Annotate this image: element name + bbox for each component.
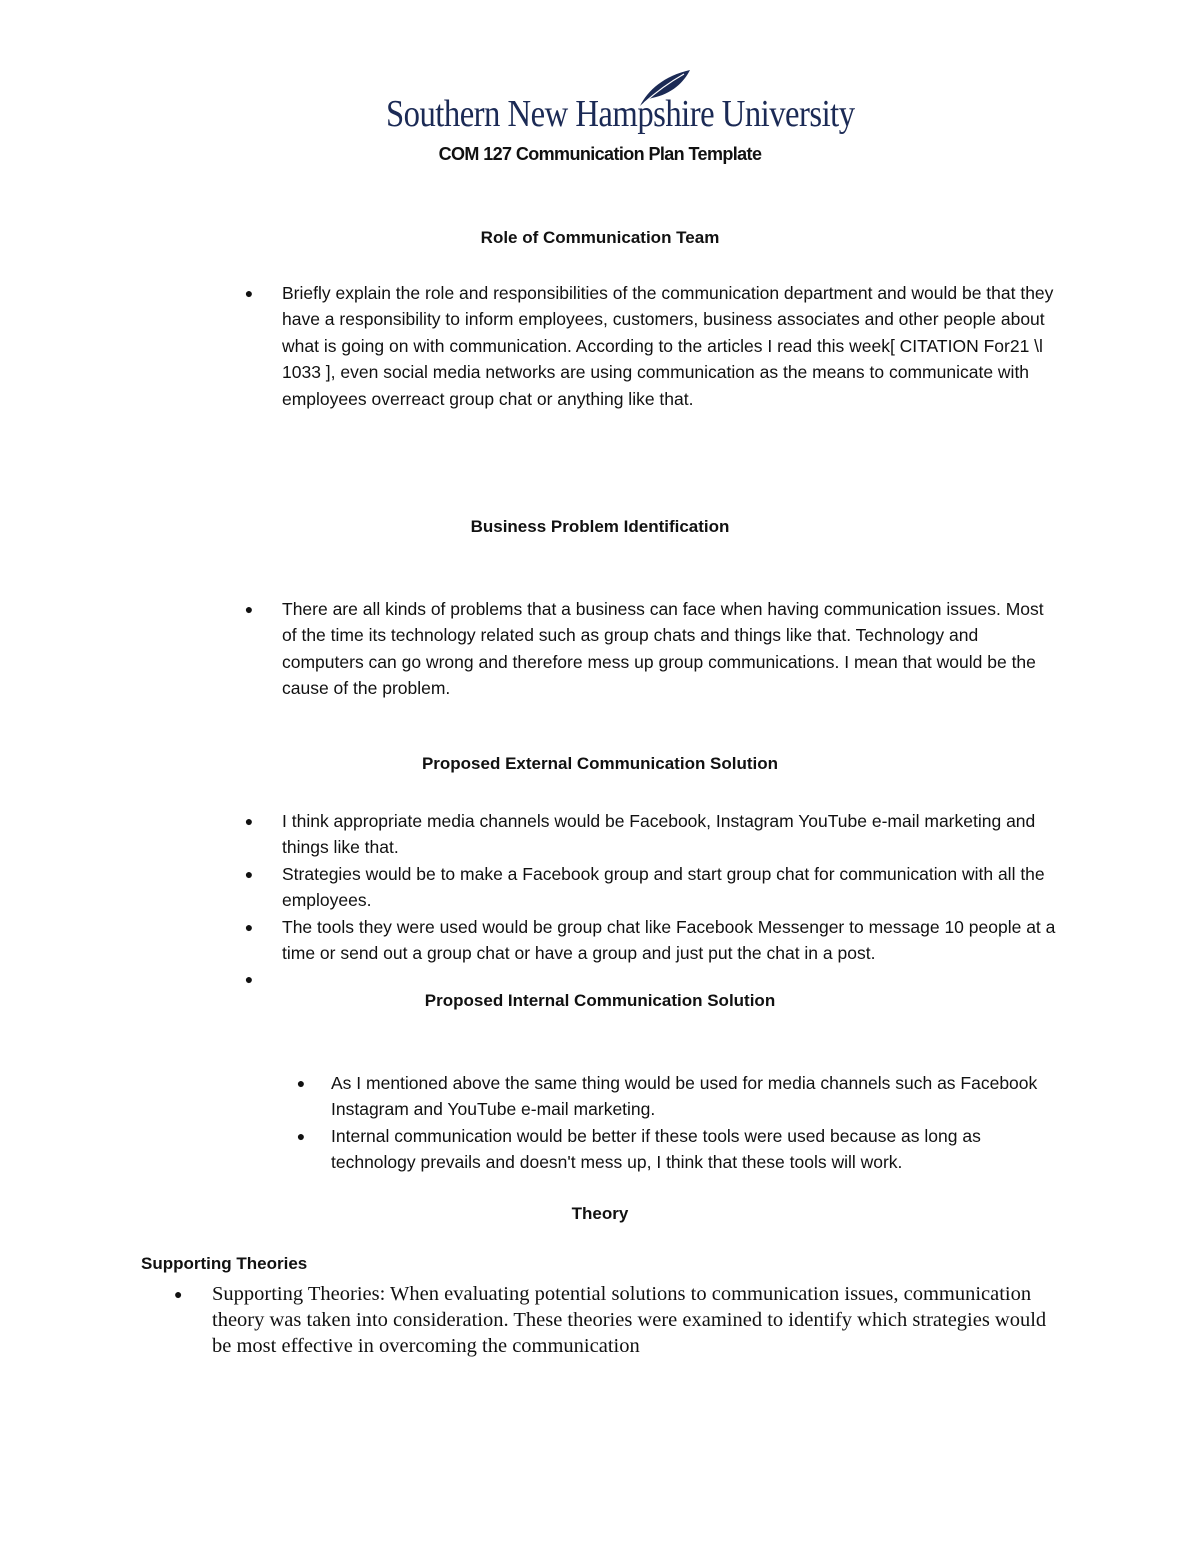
bullet-icon: ● bbox=[244, 918, 254, 935]
heading-external: Proposed External Communication Solution bbox=[421, 754, 779, 773]
list-item bbox=[244, 966, 1070, 986]
heading-theory: Theory bbox=[571, 1204, 629, 1223]
subheading-supporting-theories: Supporting Theories bbox=[141, 1254, 308, 1273]
heading-internal: Proposed Internal Communication Solution bbox=[424, 991, 776, 1010]
list-item: ● There are all kinds of problems that a business can face when having communication issues. Most of the time its technology related such as group chats and things like that. Technology and computers can go wrong and therefore mess up group communications. I mean that would be the cause of the problem. bbox=[244, 596, 1062, 702]
bullet-icon: ● bbox=[244, 601, 254, 617]
external-list bbox=[244, 808, 1070, 986]
bullet-icon: ● bbox=[244, 971, 254, 988]
list-item: ● As I mentioned above the same thing would be used for media channels such as Facebook Instagram and YouTube e-mail marketing. bbox=[296, 1070, 1056, 1123]
bullet-icon: ● bbox=[174, 1286, 183, 1302]
internal-list bbox=[296, 1070, 1056, 1176]
document-title: COM 127 Communication Plan Template bbox=[438, 144, 762, 164]
role-list bbox=[244, 280, 1070, 412]
theory-list bbox=[174, 1281, 1054, 1359]
list-item: ● The tools they were used would be group chat like Facebook Messenger to message 10 people at a time or send out a group chat or have a group and just put the chat in a post. bbox=[244, 914, 1070, 967]
logo-wordmark: Southern New Hampshire University bbox=[386, 93, 855, 135]
problem-list bbox=[244, 596, 1062, 702]
bullet-icon: ● bbox=[296, 1127, 306, 1144]
bullet-icon: ● bbox=[244, 865, 254, 882]
bullet-icon: ● bbox=[296, 1075, 306, 1091]
bullet-icon: ● bbox=[244, 285, 254, 301]
heading-role: Role of Communication Team bbox=[480, 228, 720, 247]
university-logo bbox=[386, 68, 855, 135]
heading-problem: Business Problem Identification bbox=[470, 517, 730, 536]
bullet-icon: ● bbox=[244, 813, 254, 829]
list-item: ● Strategies would be to make a Facebook group and start group chat for communication with all the employees. bbox=[244, 861, 1070, 914]
list-item: ● Internal communication would be better if these tools were used because as long as technology prevails and doesn't mess up, I think that these tools will work. bbox=[296, 1123, 1056, 1176]
list-item: ● I think appropriate media channels would be Facebook, Instagram YouTube e-mail marketing and things like that. bbox=[244, 808, 1070, 861]
list-item: ● Briefly explain the role and responsibilities of the communication department and would be that they have a responsibility to inform employees, customers, business associates and other people about what is going on with communication. According to the articles I read this week[ CITATION For21 \l 1033 ], even social media networks are using communication as the means to communicate with employees overreact group chat or anything like that. bbox=[244, 280, 1070, 412]
list-item: ● Supporting Theories: When evaluating potential solutions to communication issues, communication theory was taken into consideration. These theories were examined to identify which strategies would be most effective in overcoming the communication bbox=[174, 1283, 1047, 1357]
